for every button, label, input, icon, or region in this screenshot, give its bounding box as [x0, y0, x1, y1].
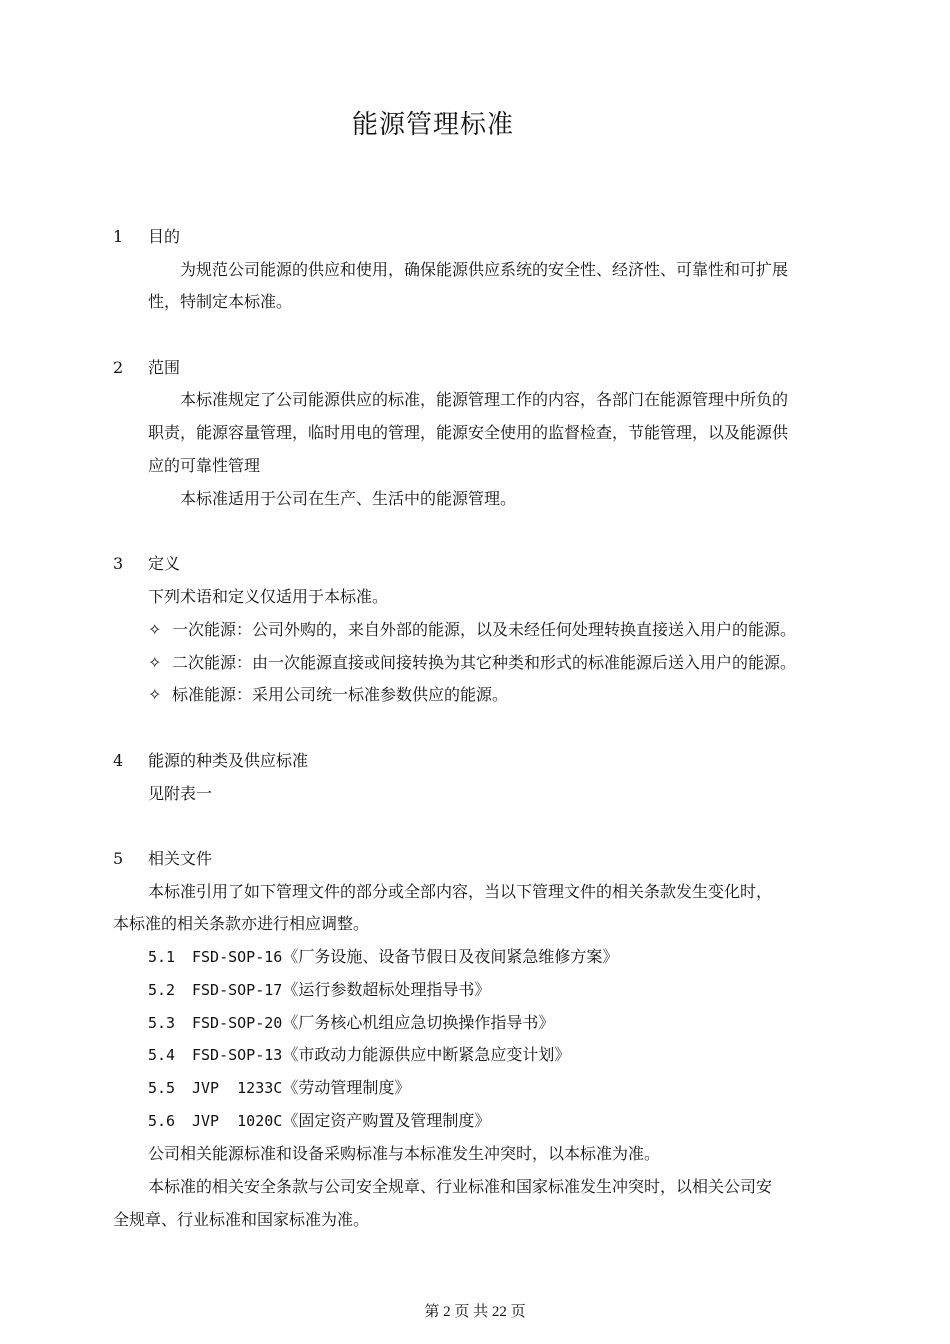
- reference-number: 5.1: [148, 948, 176, 966]
- reference-title: 《厂务设施、设备节假日及夜间紧急维修方案》: [282, 947, 619, 966]
- reference-item: [148, 1077, 410, 1099]
- page-footer: 第 2 页 共 22 页: [424, 1304, 526, 1320]
- diamond-star-icon: ✧: [148, 653, 162, 672]
- paragraph-line: 本标准规定了公司能源供应的标准，能源管理工作的内容，各部门在能源管理中所负的: [180, 390, 789, 409]
- diamond-star-icon: ✧: [148, 685, 162, 704]
- definition-item: [148, 619, 796, 641]
- definition-text: 标准能源：采用公司统一标准参数供应的能源。: [172, 685, 509, 704]
- section-number: 5: [113, 849, 124, 868]
- section-number: 2: [113, 358, 124, 377]
- definition-item: [148, 684, 508, 706]
- section-number: 3: [113, 554, 124, 573]
- reference-number: 5.2: [148, 981, 176, 999]
- document-title: 能源管理标准: [351, 110, 514, 140]
- paragraph-line: 职责，能源容量管理，临时用电的管理，能源安全使用的监督检查，节能管理，以及能源供: [148, 423, 789, 442]
- reference-title: 《劳动管理制度》: [282, 1078, 411, 1097]
- diamond-star-icon: ✧: [148, 620, 162, 639]
- reference-title: 《厂务核心机组应急切换操作指导书》: [282, 1013, 555, 1032]
- reference-number: 5.3: [148, 1014, 176, 1032]
- reference-title: 《市政动力能源供应中断紧急应变计划》: [282, 1045, 571, 1064]
- paragraph-line: 见附表一: [148, 784, 213, 803]
- definition-text: 一次能源：公司外购的，来自外部的能源，以及未经任何处理转换直接送入用户的能源。: [172, 620, 797, 639]
- reference-item: [148, 946, 618, 968]
- reference-title: 《运行参数超标处理指导书》: [282, 980, 491, 999]
- paragraph-line: 本标准适用于公司在生产、生活中的能源管理。: [180, 489, 517, 508]
- section-number: 4: [113, 751, 124, 770]
- paragraph-line: 本标准引用了如下管理文件的部分或全部内容，当以下管理文件的相关条款发生变化时，: [148, 882, 773, 901]
- reference-item: [148, 1110, 490, 1132]
- paragraph-line: 为规范公司能源的供应和使用，确保能源供应系统的安全性、经济性、可靠性和可扩展: [180, 260, 789, 279]
- definition-item: [148, 652, 796, 674]
- paragraph-line: 性，特制定本标准。: [148, 292, 293, 311]
- reference-item: [148, 979, 490, 1001]
- reference-code: FSD-SOP-17: [192, 981, 283, 999]
- section-number: 1: [113, 227, 124, 246]
- reference-code: FSD-SOP-16: [192, 948, 283, 966]
- reference-code: JVP 1233C: [192, 1079, 283, 1097]
- paragraph-line: 本标准的相关安全条款与公司安全规章、行业标准和国家标准发生冲突时，以相关公司安: [148, 1177, 773, 1196]
- reference-code: FSD-SOP-20: [192, 1014, 283, 1032]
- paragraph-line: 下列术语和定义仅适用于本标准。: [148, 587, 389, 606]
- reference-title: 《固定资产购置及管理制度》: [282, 1111, 491, 1130]
- section-heading: 目的: [148, 227, 181, 246]
- paragraph-line: 全规章、行业标准和国家标准为准。: [113, 1210, 370, 1229]
- section-heading: 相关文件: [148, 849, 213, 868]
- reference-item: [148, 1012, 554, 1034]
- reference-item: [148, 1044, 570, 1066]
- reference-number: 5.6: [148, 1112, 176, 1130]
- paragraph-line: 公司相关能源标准和设备采购标准与本标准发生冲突时，以本标准为准。: [148, 1144, 661, 1163]
- section-heading: 定义: [148, 554, 181, 573]
- section-heading: 能源的种类及供应标准: [148, 751, 309, 770]
- reference-number: 5.5: [148, 1079, 176, 1097]
- definition-text: 二次能源：由一次能源直接或间接转换为其它种类和形式的标准能源后送入用户的能源。: [172, 653, 797, 672]
- reference-code: FSD-SOP-13: [192, 1046, 283, 1064]
- reference-code: JVP 1020C: [192, 1112, 283, 1130]
- reference-number: 5.4: [148, 1046, 176, 1064]
- paragraph-line: 本标准的相关条款亦进行相应调整。: [113, 914, 370, 933]
- paragraph-line: 应的可靠性管理: [148, 456, 261, 475]
- section-heading: 范围: [148, 358, 181, 377]
